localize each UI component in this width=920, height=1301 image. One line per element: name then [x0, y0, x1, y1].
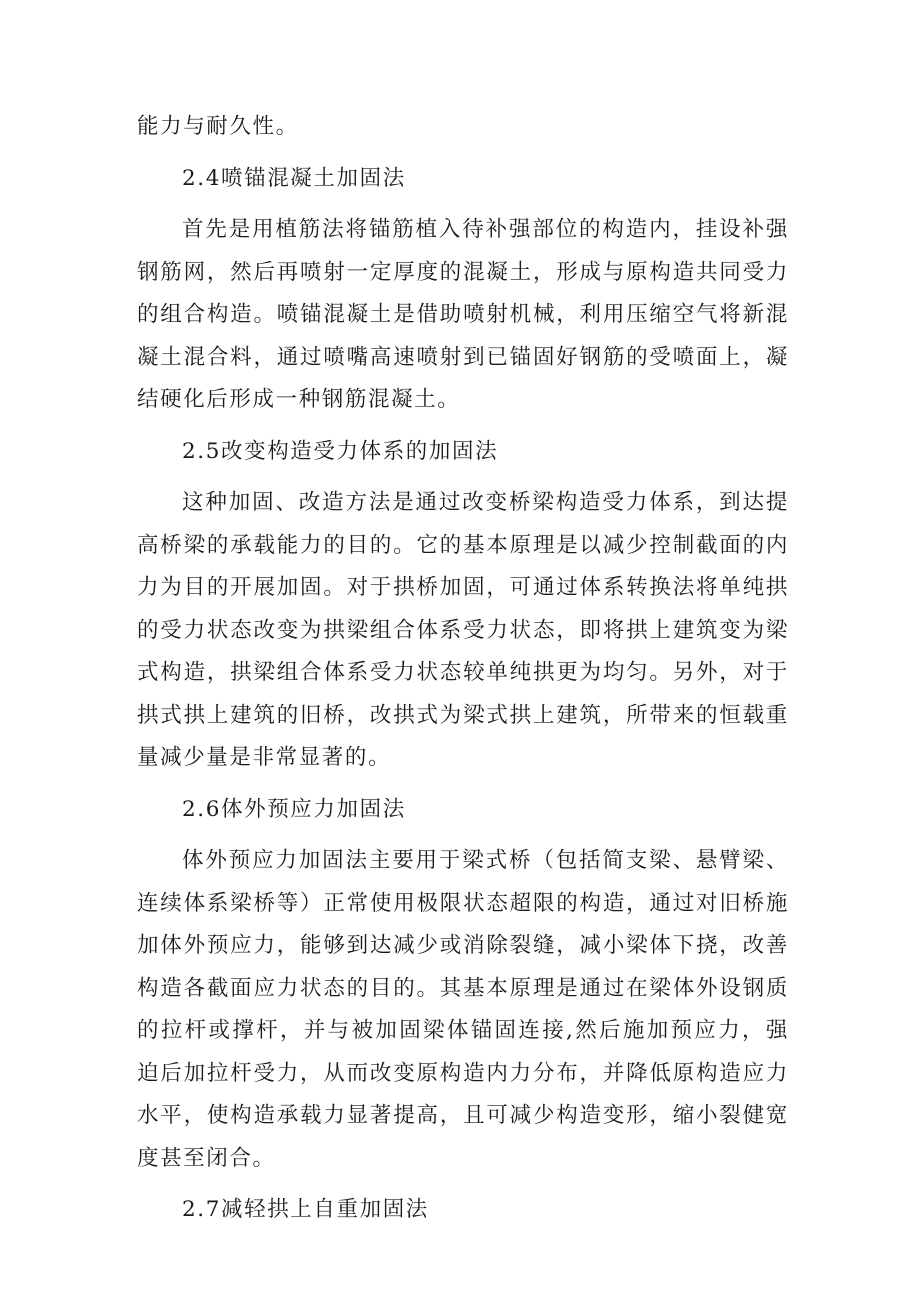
document-body: [137, 106, 789, 1232]
paragraph-external-prestress: 体外预应力加固法主要用于梁式桥（包括简支梁、悬臂梁、连续体系梁桥等）正常使用极限状态超限的构造，通过对旧桥施加体外预应力，能够到达减少或消除裂缝，减小梁体下挠，改善构造各截面应力状态的目的。其基本原理是通过在梁体外设钢质的拉杆或撑杆，并与被加固梁体锚固连接,然后施加预应力，强迫后加拉杆受力，从而改变原构造内力分布，并降低原构造应力水平，使构造承载力显著提高，且可减少构造变形，缩小裂健宽度甚至闭合。: [137, 848, 789, 1171]
paragraph-continuation: 能力与耐久性。: [137, 114, 299, 139]
section-heading-2-7: 2.7减轻拱上自重加固法: [182, 1197, 429, 1222]
section-heading-2-4: 2.4喷锚混凝土加固法: [182, 165, 406, 191]
section-heading-2-6: 2.6体外预应力加固法: [182, 796, 406, 822]
section-heading-2-5: 2.5改变构造受力体系的加固法: [182, 438, 499, 464]
paragraph-shotcrete: 首先是用植筋法将锚筋植入待补强部位的构造内，挂设补强钢筋网，然后再喷射一定厚度的混凝土，形成与原构造共同受力的组合构造。喷锚混凝土是借助喷射机械，利用压缩空气将新混凝土混合料，通过喷嘴高速喷射到已锚固好钢筋的受喷面上，凝结硬化后形成一种钢筋混凝土。: [137, 217, 789, 412]
paragraph-structural-system: 这种加固、改造方法是通过改变桥梁构造受力体系，到达提高桥梁的承载能力的目的。它的基本原理是以减少控制截面的内力为目的开展加固。对于拱桥加固，可通过体系转换法将单纯拱的受力状态改变为拱梁组合体系受力状态，即将拱上建筑变为梁式构造，拱梁组合体系受力状态较单纯拱更为均匀。另外，对于拱式拱上建筑的旧桥，改拱式为梁式拱上建筑，所带来的恒载重量减少量是非常显著的。: [137, 490, 789, 770]
